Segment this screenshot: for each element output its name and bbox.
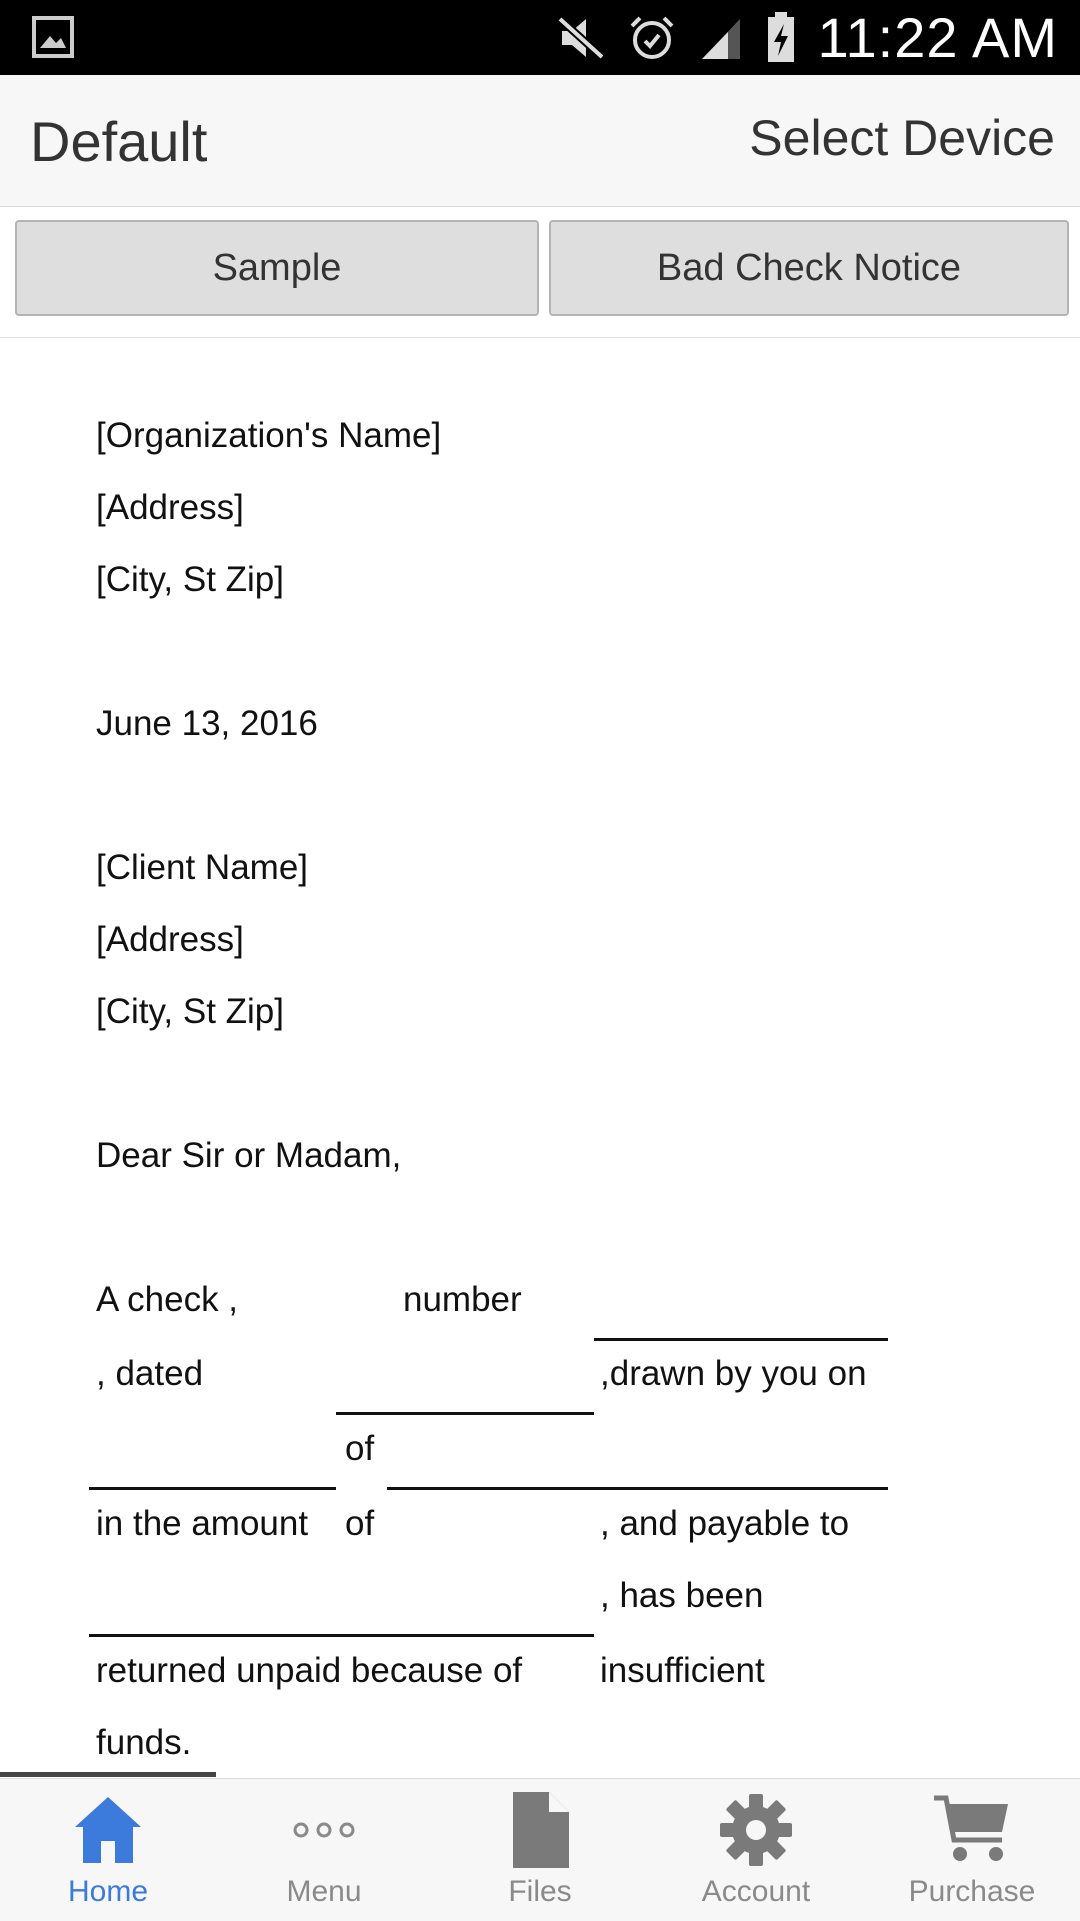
mute-icon <box>556 15 606 61</box>
nav-account-label: Account <box>701 1875 811 1908</box>
gallery-icon <box>32 16 74 58</box>
nav-files[interactable] <box>432 1779 648 1921</box>
document-preview[interactable] <box>0 338 1080 1778</box>
body-text: ,drawn by you on <box>600 1354 867 1393</box>
alarm-icon <box>628 14 676 62</box>
bottom-nav <box>0 1778 1080 1921</box>
body-text: A check , <box>96 1280 239 1319</box>
client-name: [Client Name] <box>96 848 309 887</box>
battery-charging-icon <box>766 12 796 64</box>
client-address: [Address] <box>96 920 244 959</box>
body-text: , dated <box>96 1354 204 1393</box>
nav-menu-label: Menu <box>286 1875 362 1908</box>
nav-menu[interactable] <box>216 1779 432 1921</box>
salutation: Dear Sir or Madam, <box>96 1136 402 1175</box>
signal-icon <box>698 15 744 61</box>
nav-purchase-label: Purchase <box>908 1875 1036 1908</box>
bank-blank <box>89 1487 336 1490</box>
body-text: insufficient <box>600 1651 765 1690</box>
letter-date: June 13, 2016 <box>96 704 318 743</box>
body-text: of <box>345 1504 375 1543</box>
more-dots-icon <box>291 1820 357 1840</box>
status-time: 11:22 AM <box>817 6 1058 69</box>
client-city: [City, St Zip] <box>96 992 284 1031</box>
file-icon <box>509 1790 571 1870</box>
select-device-button[interactable]: Select Device <box>749 110 1055 166</box>
body-text: of <box>345 1429 375 1468</box>
nav-files-label: Files <box>508 1875 572 1908</box>
nav-home[interactable] <box>0 1779 216 1921</box>
gear-icon <box>718 1792 794 1868</box>
scroll-indicator <box>0 1772 216 1777</box>
date-blank <box>336 1412 594 1415</box>
org-city: [City, St Zip] <box>96 560 284 599</box>
status-bar <box>0 0 1080 75</box>
nav-home-label: Home <box>67 1875 149 1908</box>
cart-icon <box>932 1792 1012 1868</box>
app-bar <box>0 75 1080 207</box>
payee-blank <box>89 1634 594 1637</box>
nav-purchase[interactable] <box>864 1779 1080 1921</box>
body-text: in the amount <box>96 1504 309 1543</box>
nav-account[interactable] <box>648 1779 864 1921</box>
home-icon <box>71 1793 145 1867</box>
body-text: number <box>403 1280 522 1319</box>
org-address: [Address] <box>96 488 244 527</box>
tab-bad-check-notice[interactable]: Bad Check Notice <box>549 220 1069 316</box>
body-text: returned unpaid because of <box>96 1651 523 1690</box>
template-tab-bar <box>0 207 1080 338</box>
body-text: funds. <box>96 1723 192 1762</box>
tab-sample[interactable]: Sample <box>15 220 539 316</box>
bank-name-blank <box>387 1487 888 1490</box>
check-number-blank <box>594 1338 888 1341</box>
org-name: [Organization's Name] <box>96 416 442 455</box>
page-title: Default <box>30 110 208 173</box>
body-text: , and payable to <box>600 1504 850 1543</box>
body-text: , has been <box>600 1576 764 1615</box>
